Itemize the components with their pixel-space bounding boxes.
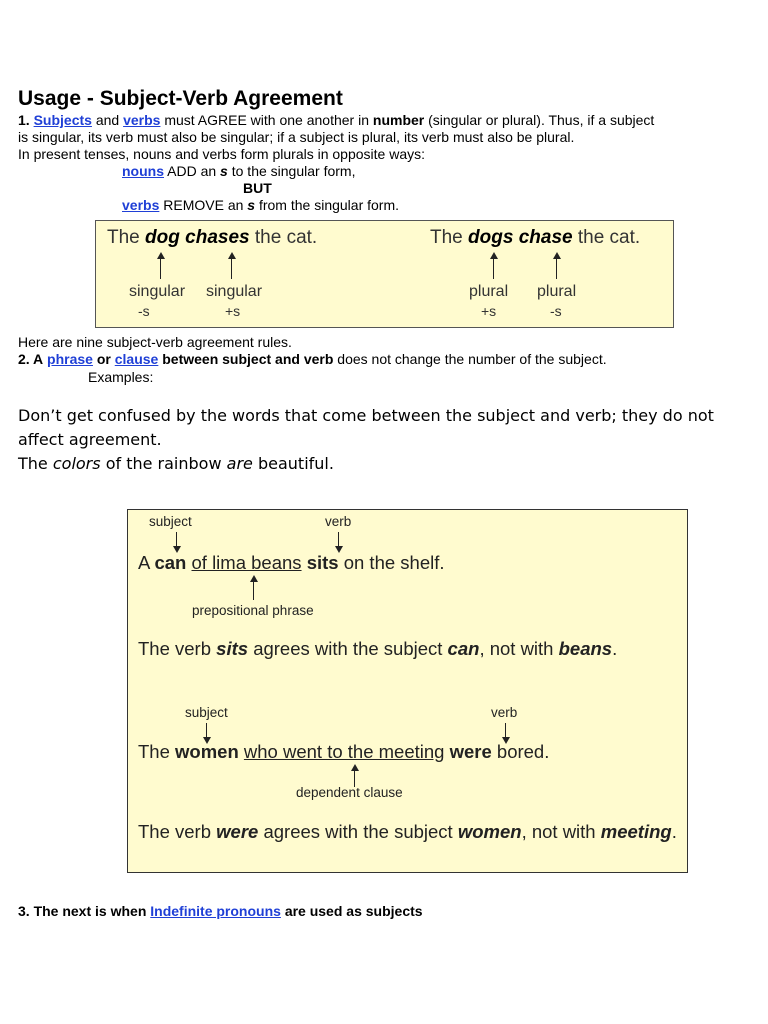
fig2-s2-verb: were bbox=[449, 741, 492, 762]
fig1-arrow-icon bbox=[556, 259, 557, 279]
callout-the: The bbox=[18, 454, 48, 473]
phrase-link[interactable]: phrase bbox=[47, 351, 93, 367]
callout-are: are bbox=[226, 454, 253, 473]
fig2-sentence1 bbox=[138, 552, 445, 574]
callout-line1: Don’t get confused by the words that come between the subject and verb; they do not bbox=[18, 406, 714, 425]
verbs-link-2[interactable]: verbs bbox=[122, 197, 160, 213]
fig1-label-singular: singular bbox=[206, 283, 263, 300]
nouns-text1: ADD an bbox=[167, 163, 217, 179]
figure-singular-plural bbox=[95, 220, 674, 328]
rule3-text2: are used as subjects bbox=[284, 903, 423, 919]
fig2-s2-clause: who went to the meeting bbox=[243, 741, 445, 762]
rule2-bold-text: between subject and verb bbox=[162, 351, 334, 367]
nouns-text2: to the singular form, bbox=[231, 163, 356, 179]
rule2-number: 2. A bbox=[18, 351, 44, 367]
verbs-rule bbox=[122, 197, 399, 214]
callout-colors: colors bbox=[52, 454, 101, 473]
rule2-line bbox=[18, 351, 607, 368]
rule1-line2: is singular, its verb must also be singular; if a subject is plural, its verb must also be plural. bbox=[18, 129, 575, 145]
nouns-s: s bbox=[220, 163, 228, 179]
fig1-right-rest: the cat. bbox=[577, 227, 641, 248]
fig2-e2-meeting: meeting bbox=[600, 821, 672, 842]
fig2-e1-text1: The verb bbox=[138, 638, 212, 659]
fig2-subject-label: subject bbox=[149, 514, 192, 529]
rule1-line3: In present tenses, nouns and verbs form plurals in opposite ways: bbox=[18, 146, 425, 162]
rule1-number-word: number bbox=[372, 112, 425, 128]
callout-end: beautiful. bbox=[257, 454, 334, 473]
fig2-dep-label: dependent clause bbox=[296, 785, 403, 800]
fig1-arrow-icon bbox=[160, 259, 161, 279]
nouns-rule bbox=[122, 163, 355, 180]
fig1-label-plural: plural bbox=[469, 283, 509, 300]
fig2-e2-verb: were bbox=[216, 821, 259, 842]
rule1-text1: must AGREE with one another in bbox=[164, 112, 369, 128]
rule2-text: does not change the number of the subject. bbox=[337, 351, 607, 367]
fig2-s1-phrase: of lima beans bbox=[191, 552, 302, 573]
fig1-suffix: -s bbox=[138, 303, 150, 319]
fig2-subject-label-2: subject bbox=[185, 705, 228, 720]
fig2-e2-dot: . bbox=[671, 821, 677, 842]
fig2-s1-subject: can bbox=[154, 552, 187, 573]
verbs-text1: REMOVE an bbox=[163, 197, 244, 213]
fig2-e2-text2: agrees with the subject bbox=[263, 821, 453, 842]
fig2-e2-text3: , not with bbox=[521, 821, 596, 842]
fig1-arrow-icon bbox=[231, 259, 232, 279]
verbs-link[interactable]: verbs bbox=[123, 112, 161, 128]
fig2-e1-beans: beans bbox=[558, 638, 613, 659]
clause-link[interactable]: clause bbox=[114, 351, 159, 367]
figure-intervening-words bbox=[127, 509, 688, 873]
rule1-line1 bbox=[18, 112, 654, 129]
callout-mid: of the rainbow bbox=[105, 454, 222, 473]
fig1-left-subject: dog bbox=[145, 227, 180, 248]
fig2-explanation1 bbox=[138, 638, 617, 660]
rules-intro: Here are nine subject-verb agreement rules. bbox=[18, 334, 292, 350]
fig1-suffix: +s bbox=[481, 303, 497, 319]
callout-example bbox=[18, 452, 334, 476]
fig2-e1-subject: can bbox=[447, 638, 480, 659]
fig2-s2-subject: women bbox=[175, 741, 239, 762]
fig1-label-singular: singular bbox=[129, 283, 186, 300]
fig2-e1-text2: agrees with the subject bbox=[253, 638, 443, 659]
fig2-arrow-icon bbox=[505, 723, 506, 737]
fig1-left-sentence bbox=[107, 227, 317, 249]
fig2-arrow-icon bbox=[176, 532, 177, 546]
nouns-link[interactable]: nouns bbox=[122, 163, 164, 179]
rule1-number: 1. bbox=[18, 112, 30, 128]
fig2-s1-verb: sits bbox=[306, 552, 339, 573]
fig2-e1-dot: . bbox=[612, 638, 618, 659]
fig1-right-sentence bbox=[430, 227, 640, 249]
page-title: Usage - Subject-Verb Agreement bbox=[18, 87, 343, 110]
fig2-e2-subject: women bbox=[457, 821, 522, 842]
fig2-e2-text1: The verb bbox=[138, 821, 212, 842]
fig2-arrow-icon bbox=[253, 582, 254, 600]
fig2-explanation2 bbox=[138, 820, 678, 844]
fig1-suffix: +s bbox=[225, 303, 241, 319]
examples-label: Examples: bbox=[88, 369, 154, 385]
but-word: BUT bbox=[243, 180, 272, 196]
fig1-label-plural: plural bbox=[537, 283, 577, 300]
fig1-left-verb: chases bbox=[185, 227, 250, 248]
fig2-s1-rest: on the shelf. bbox=[343, 552, 445, 573]
fig2-verb-label: verb bbox=[325, 514, 352, 529]
callout-line2: affect agreement. bbox=[18, 430, 162, 449]
fig1-arrow-icon bbox=[493, 259, 494, 279]
fig1-left-the: The bbox=[107, 227, 140, 248]
fig2-s2-the: The bbox=[138, 741, 170, 762]
fig1-left-rest: the cat. bbox=[254, 227, 318, 248]
fig2-verb-label-2: verb bbox=[491, 705, 518, 720]
fig2-s2-rest: bored. bbox=[496, 741, 550, 762]
verbs-s: s bbox=[247, 197, 256, 213]
verbs-text2: from the singular form. bbox=[258, 197, 400, 213]
rule1-and: and bbox=[95, 112, 120, 128]
fig2-e1-text3: , not with bbox=[479, 638, 554, 659]
fig2-arrow-icon bbox=[206, 723, 207, 737]
fig2-s1-a: A bbox=[138, 552, 150, 573]
indefinite-pronouns-link[interactable]: Indefinite pronouns bbox=[150, 903, 281, 919]
fig2-sentence2 bbox=[138, 741, 549, 763]
fig1-suffix: -s bbox=[550, 303, 562, 319]
fig2-arrow-icon bbox=[338, 532, 339, 546]
rule3-text1: 3. The next is when bbox=[18, 903, 147, 919]
rule3-line bbox=[18, 903, 423, 920]
fig2-e1-verb: sits bbox=[216, 638, 249, 659]
fig1-right-verb: chase bbox=[518, 227, 573, 248]
rule2-or: or bbox=[96, 351, 111, 367]
fig1-right-subject: dogs bbox=[468, 227, 514, 248]
rule1-text2: (singular or plural). Thus, if a subject bbox=[428, 112, 655, 128]
fig1-right-the: The bbox=[430, 227, 463, 248]
subjects-link[interactable]: Subjects bbox=[33, 112, 92, 128]
fig2-prep-label: prepositional phrase bbox=[192, 603, 314, 618]
